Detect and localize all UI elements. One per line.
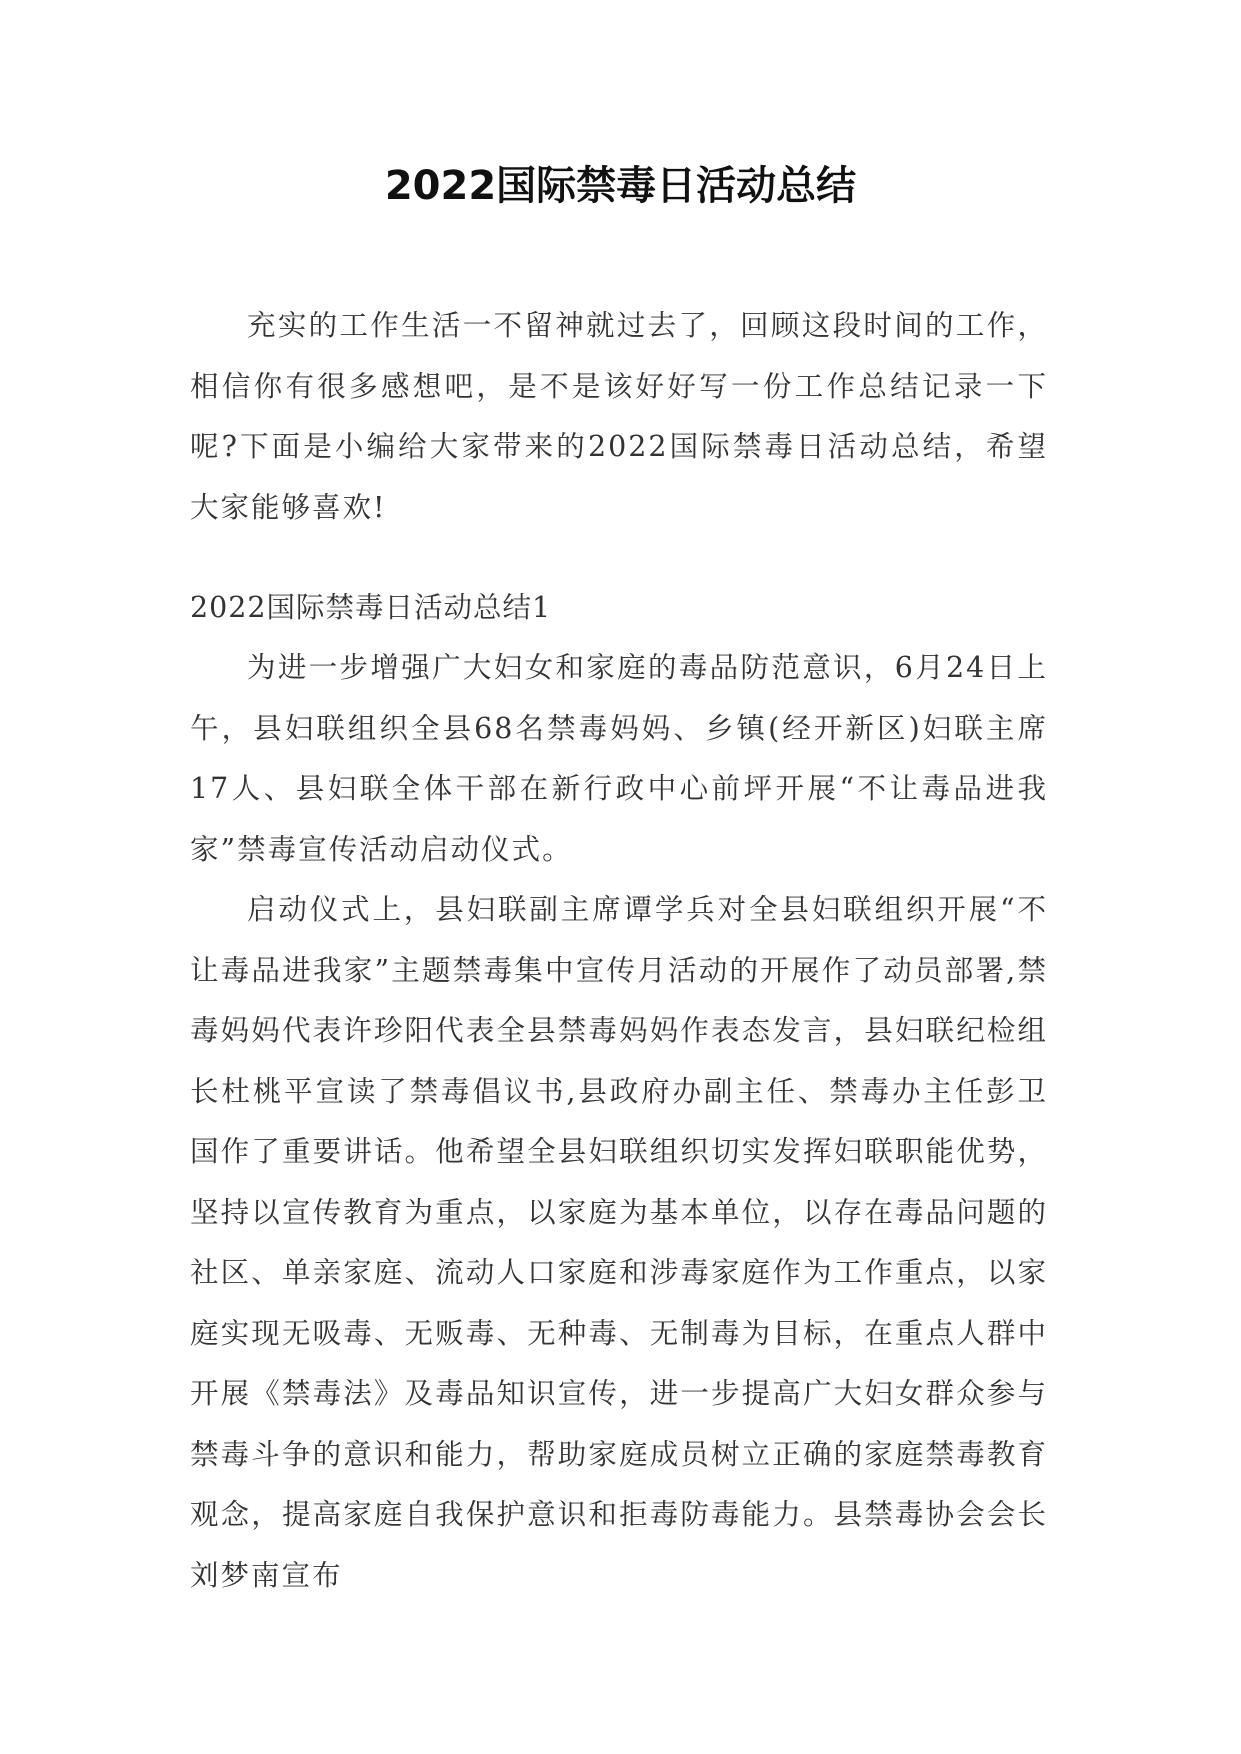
document-title: 2022国际禁毒日活动总结 [384,163,857,209]
section-heading: 2022国际禁毒日活动总结1 [190,591,552,624]
body-paragraph-2: 启动仪式上，县妇联副主席谭学兵对全县妇联组织开展“不让毒品进我家”主题禁毒集中宣传月活动的开展作了动员部署,禁毒妈妈代表许珍阳代表全县禁毒妈妈作表态发言，县妇联纪检组长杜桃平宣读了禁毒倡议书,县政府办副主任、禁毒办主任彭卫国作了重要讲话。他希望全县妇联组织切实发挥妇联职能优势，坚持以宣传教育为重点，以家庭为基本单位，以存在毒品问题的社区、单亲家庭、流动人口家庭和涉毒家庭作为工作重点，以家庭实现无吸毒、无贩毒、无种毒、无制毒为目标，在重点人群中开展《禁毒法》及毒品知识宣传，进一步提高广大妇女群众参与禁毒斗争的意识和能力，帮助家庭成员树立正确的家庭禁毒教育观念，提高家庭自我保护意识和拒毒防毒能力。县禁毒协会会长刘梦南宣布 [190,893,1048,1592]
intro-paragraph: 充实的工作生活一不留神就过去了，回顾这段时间的工作，相信你有很多感想吧，是不是该好好写一份工作总结记录一下呢?下面是小编给大家带来的2022国际禁毒日活动总结，希望大家能够喜欢! [190,309,1048,524]
body-paragraph-1: 为进一步增强广大妇女和家庭的毒品防范意识，6月24日上午，县妇联组织全县68名禁毒妈妈、乡镇(经开新区)妇联主席17人、县妇联全体干部在新行政中心前坪开展“不让毒品进我家”禁毒宣传活动启动仪式。 [190,651,1048,866]
